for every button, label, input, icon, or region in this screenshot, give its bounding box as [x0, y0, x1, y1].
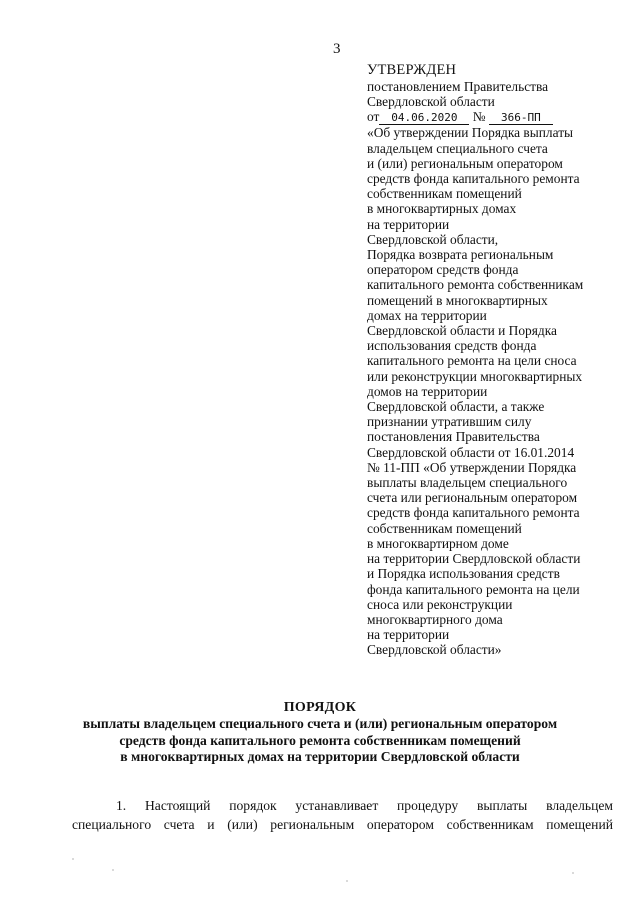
approval-line: помещений в многоквартирных: [367, 292, 548, 308]
date-prefix: от: [367, 109, 380, 125]
approval-line: и Порядка использования средств: [367, 566, 560, 582]
approval-line: в многоквартирном доме: [367, 535, 509, 551]
approval-line: собственникам помещений: [367, 186, 522, 202]
approval-line: собственникам помещений: [367, 520, 522, 536]
title-line: выплаты владельцем специального счета и (или) региональным оператором: [82, 716, 558, 732]
approval-line: фонда капитального ремонта на цели: [367, 581, 580, 597]
approval-line: выплаты владельцем специального: [367, 475, 568, 491]
approval-date-line: [367, 109, 632, 125]
approval-number: 366-ПП: [489, 111, 553, 125]
approval-line: Свердловской области от 16.01.2014: [367, 444, 575, 460]
approval-line: Свердловской области: [367, 94, 495, 110]
approval-heading: УТВЕРЖДЕН: [367, 62, 457, 78]
approval-line: домах на территории: [367, 307, 487, 323]
approval-line: счета или региональным оператором: [367, 490, 578, 506]
scan-speck: [72, 858, 74, 860]
approval-line: на территории: [367, 216, 450, 232]
approval-decree-title: [367, 125, 632, 657]
scan-speck: [112, 869, 114, 871]
approval-line: Свердловской области, а также: [367, 399, 545, 415]
approval-line: капитального ремонта собственникам: [367, 277, 584, 293]
approval-line: сноса или реконструкции: [367, 596, 513, 612]
approval-line: владельцем специального счета: [367, 140, 548, 156]
approval-line: оператором средств фонда: [367, 262, 519, 278]
number-label: №: [472, 109, 486, 125]
approval-line: или реконструкции многоквартирных: [367, 368, 583, 384]
approval-line: капитального ремонта на цели сноса: [367, 353, 577, 369]
approval-line: домов на территории: [367, 383, 488, 399]
approval-line: использования средств фонда: [367, 338, 537, 354]
page-number: 3: [333, 41, 341, 57]
scan-speck: [572, 872, 574, 874]
approval-line: многоквартирного дома: [367, 611, 503, 627]
approval-line: на территории: [367, 627, 450, 643]
approval-block: [367, 62, 632, 658]
body-text: [72, 796, 613, 834]
approval-line: Порядка возврата региональным: [367, 247, 554, 263]
approval-line: Свердловской области и Порядка: [367, 323, 557, 339]
title-line: средств фонда капитального ремонта собственникам помещений: [119, 732, 521, 748]
approval-line: средств фонда капитального ремонта: [367, 171, 580, 187]
paragraph-1-line-1: 1. Настоящий порядок устанавливает процедуру выплаты владельцем: [116, 798, 613, 813]
approval-line: «Об утверждении Порядка выплаты: [367, 125, 574, 141]
document-title: [0, 700, 640, 766]
approval-line: № 11-ПП «Об утверждении Порядка: [367, 459, 577, 475]
paragraph-1-line-2: специального счета и (или) региональным оператором собственникам помещений: [72, 817, 613, 832]
approval-line: на территории Свердловской области: [367, 551, 581, 567]
title-main: ПОРЯДОК: [283, 700, 357, 715]
title-line: в многоквартирных домах на территории Свердловской области: [120, 749, 520, 765]
approval-line: в многоквартирных домах: [367, 201, 517, 217]
approval-line: средств фонда капитального ремонта: [367, 505, 580, 521]
approval-line: признании утратившим силу: [367, 414, 532, 430]
approval-line: постановления Правительства: [367, 429, 540, 445]
approval-line: Свердловской области»: [367, 642, 502, 658]
approval-line: Свердловской области,: [367, 231, 499, 247]
approval-line: и (или) региональным оператором: [367, 155, 563, 171]
approval-date: 04.06.2020: [379, 111, 469, 125]
approval-line: постановлением Правительства: [367, 79, 549, 94]
scan-speck: [346, 880, 348, 882]
